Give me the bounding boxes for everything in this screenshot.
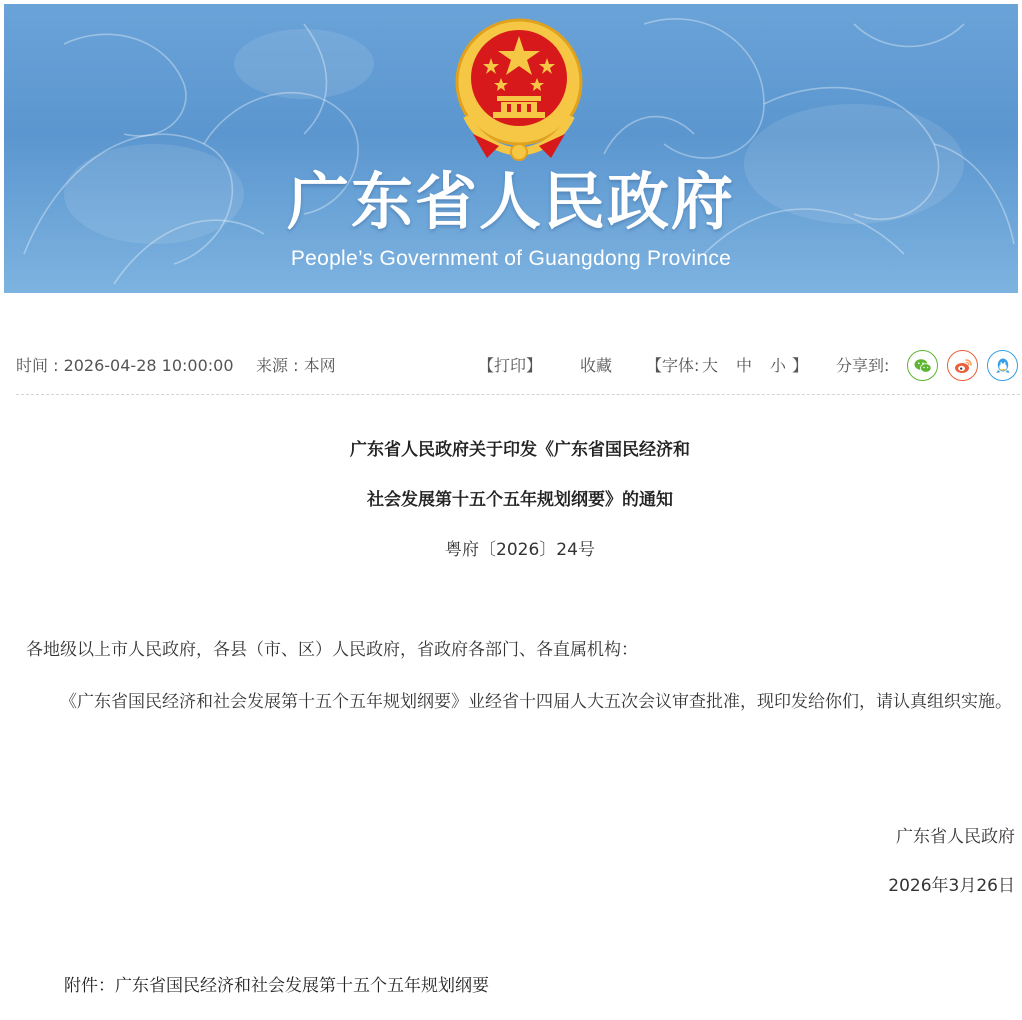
issuer-signature: 广东省人民政府	[896, 827, 1015, 847]
meta-divider	[16, 394, 1020, 395]
issue-date: 2026年3月26日	[888, 876, 1015, 896]
font-size-large-button[interactable]: 大	[702, 356, 719, 375]
site-title: 广东省人民政府	[286, 165, 735, 238]
document-title-line-1: 广东省人民政府关于印发《广东省国民经济和	[350, 440, 690, 460]
attachment-row	[64, 972, 489, 1000]
print-button[interactable]: 【打印】	[478, 356, 543, 375]
font-size-label-open: 【字体:	[646, 356, 700, 375]
source: 来源 : 本网	[256, 356, 336, 375]
share-label: 分享到:	[836, 356, 890, 375]
body-paragraph	[26, 684, 1016, 720]
font-size-label-close: 】	[792, 356, 809, 375]
weibo-icon[interactable]	[947, 350, 978, 381]
font-size-medium-button[interactable]: 中	[736, 356, 753, 375]
attachment-link[interactable]: 广东省国民经济和社会发展第十五个五年规划纲要	[115, 976, 489, 996]
recipients-paragraph: 各地级以上市人民政府，各县（市、区）人民政府，省政府各部门、各直属机构：	[26, 640, 638, 660]
wechat-icon[interactable]	[907, 350, 938, 381]
document-number: 粤府〔2026〕24号	[445, 540, 595, 560]
qq-icon[interactable]	[987, 350, 1018, 381]
publish-time: 时间 : 2026-04-28 10:00:00	[16, 356, 234, 375]
document-title-line-2: 社会发展第十五个五年规划纲要》的通知	[367, 490, 673, 510]
favorite-button[interactable]: 收藏	[580, 356, 613, 375]
national-emblem-icon	[453, 16, 585, 162]
body-text: 《广东省国民经济和社会发展第十五个五年规划纲要》业经省十四届人大五次会议审查批准，现印发给你们，请认真组织实施。	[60, 692, 1012, 712]
font-size-small-button[interactable]: 小	[770, 356, 787, 375]
site-subtitle: People’s Government of Guangdong Province	[290, 247, 732, 270]
article-meta-bar	[16, 344, 1020, 388]
attachment-label: 附件：	[64, 976, 115, 996]
header-banner	[4, 4, 1018, 293]
